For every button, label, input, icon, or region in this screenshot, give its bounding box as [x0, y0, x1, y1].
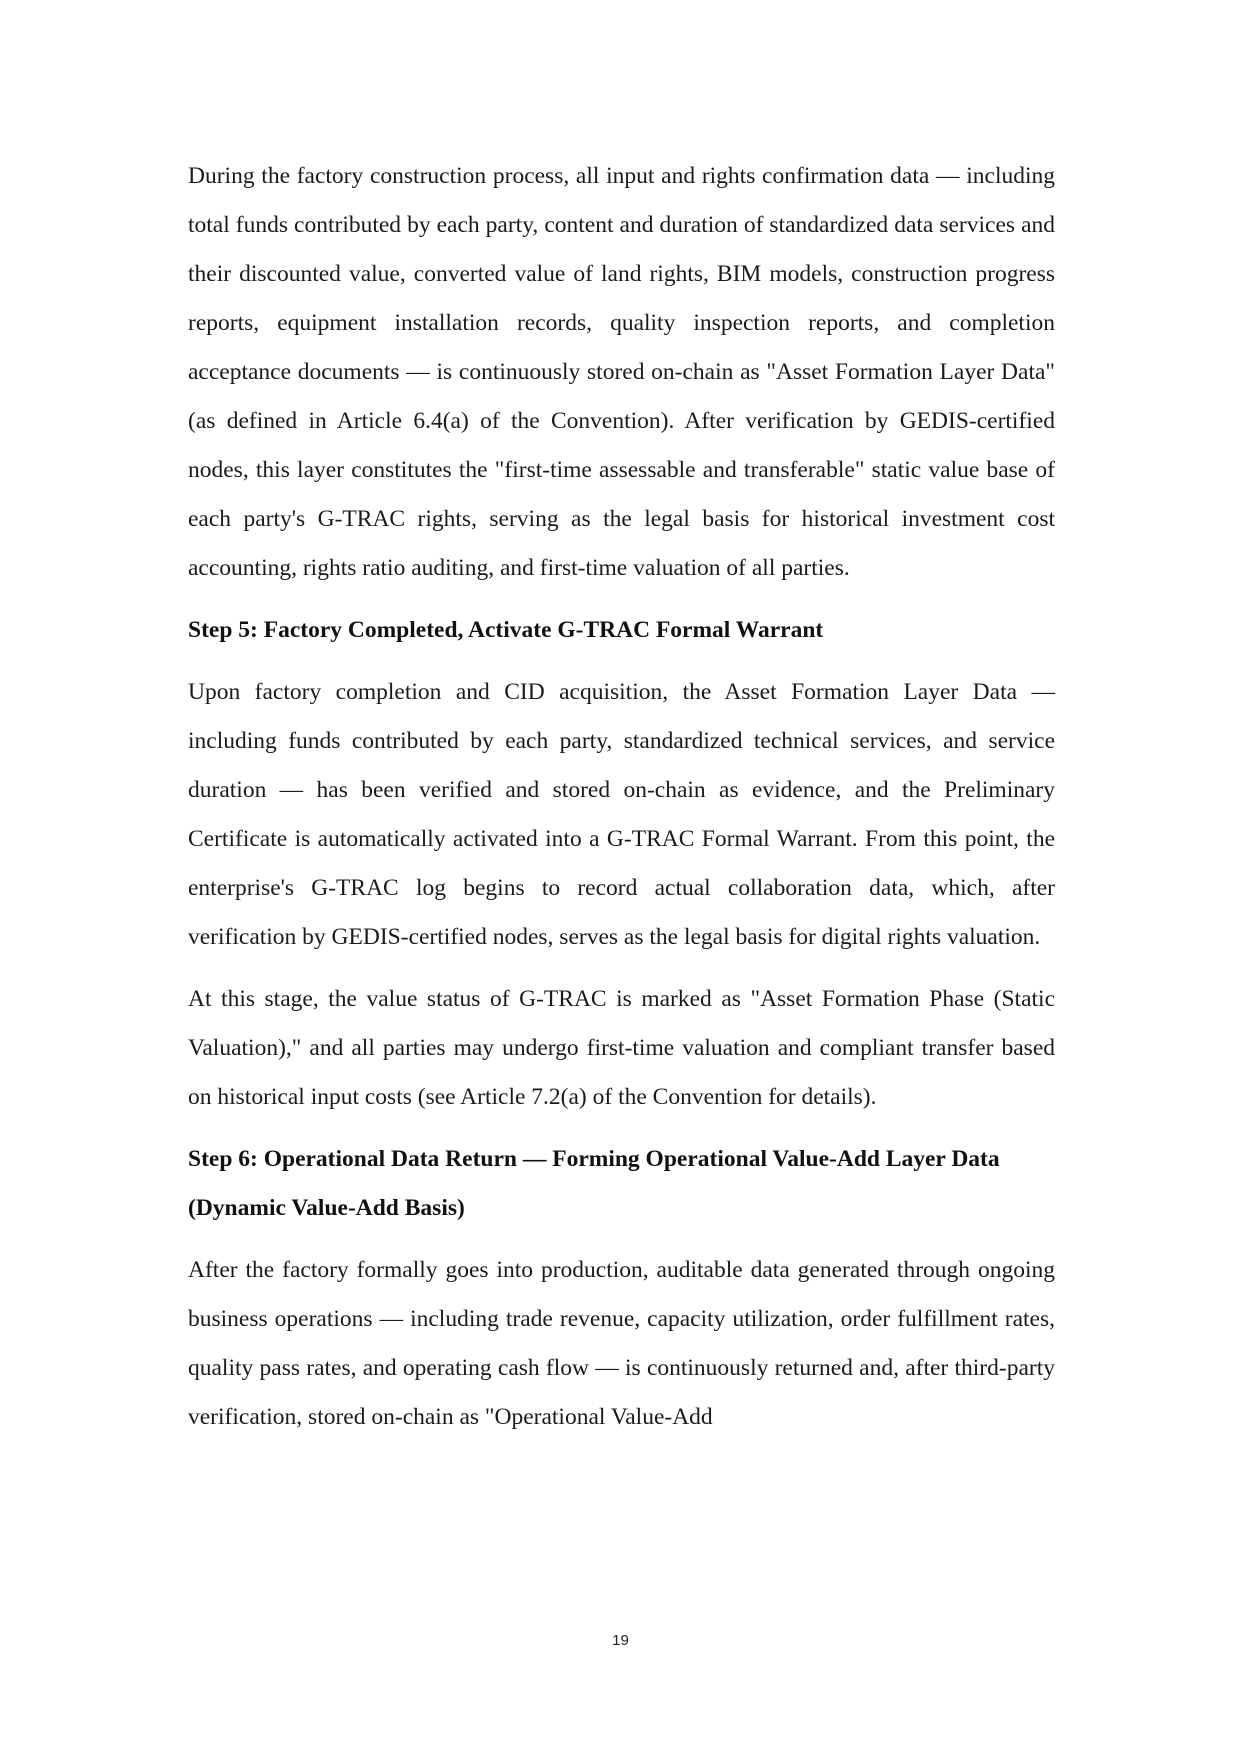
page-content [188, 152, 1055, 1455]
paragraph-static-valuation: At this stage, the value status of G-TRAC is marked as "Asset Formation Phase (Static Valuation)," and all parties may undergo first-time valuation and compliant transfer based on historical input costs (see Article 7.2(a) of the Convention for details). [188, 986, 1055, 1110]
paragraph-asset-formation: During the factory construction process, all input and rights confirmation data — including total funds contributed by each party, content and duration of standardized data services and their discounted value, converted value of land rights, BIM models, construction progress reports, equipment installation records, quality inspection reports, and completion acceptance documents — is continuously stored on-chain as "Asset Formation Layer Data" (as defined in Article 6.4(a) of the Convention). After verification by GEDIS-certified nodes, this layer constitutes the "first-time assessable and transferable" static value base of each party's G-TRAC rights, serving as the legal basis for historical investment cost accounting, rights ratio auditing, and first-time valuation of all parties. [188, 163, 1055, 581]
step-6-heading: Step 6: Operational Data Return — Forming Operational Value-Add Layer Data (Dynamic Value-Add Basis) [188, 1146, 1000, 1221]
paragraph-operational-data: After the factory formally goes into production, auditable data generated through ongoing business operations — including trade revenue, capacity utilization, order fulfillment rates, quality pass rates, and operating cash flow — is continuously returned and, after third-party verification, stored on-chain as "Operational Value-Add [188, 1257, 1055, 1430]
step-5-heading: Step 5: Factory Completed, Activate G-TRAC Formal Warrant [188, 617, 824, 643]
paragraph-formal-warrant: Upon factory completion and CID acquisition, the Asset Formation Layer Data — including funds contributed by each party, standardized technical services, and service duration — has been verified and stored on-chain as evidence, and the Preliminary Certificate is automatically activated into a G-TRAC Formal Warrant. From this point, the enterprise's G-TRAC log begins to record actual collaboration data, which, after verification by GEDIS-certified nodes, serves as the legal basis for digital rights valuation. [188, 679, 1055, 950]
page-number: 19 [612, 1632, 629, 1649]
